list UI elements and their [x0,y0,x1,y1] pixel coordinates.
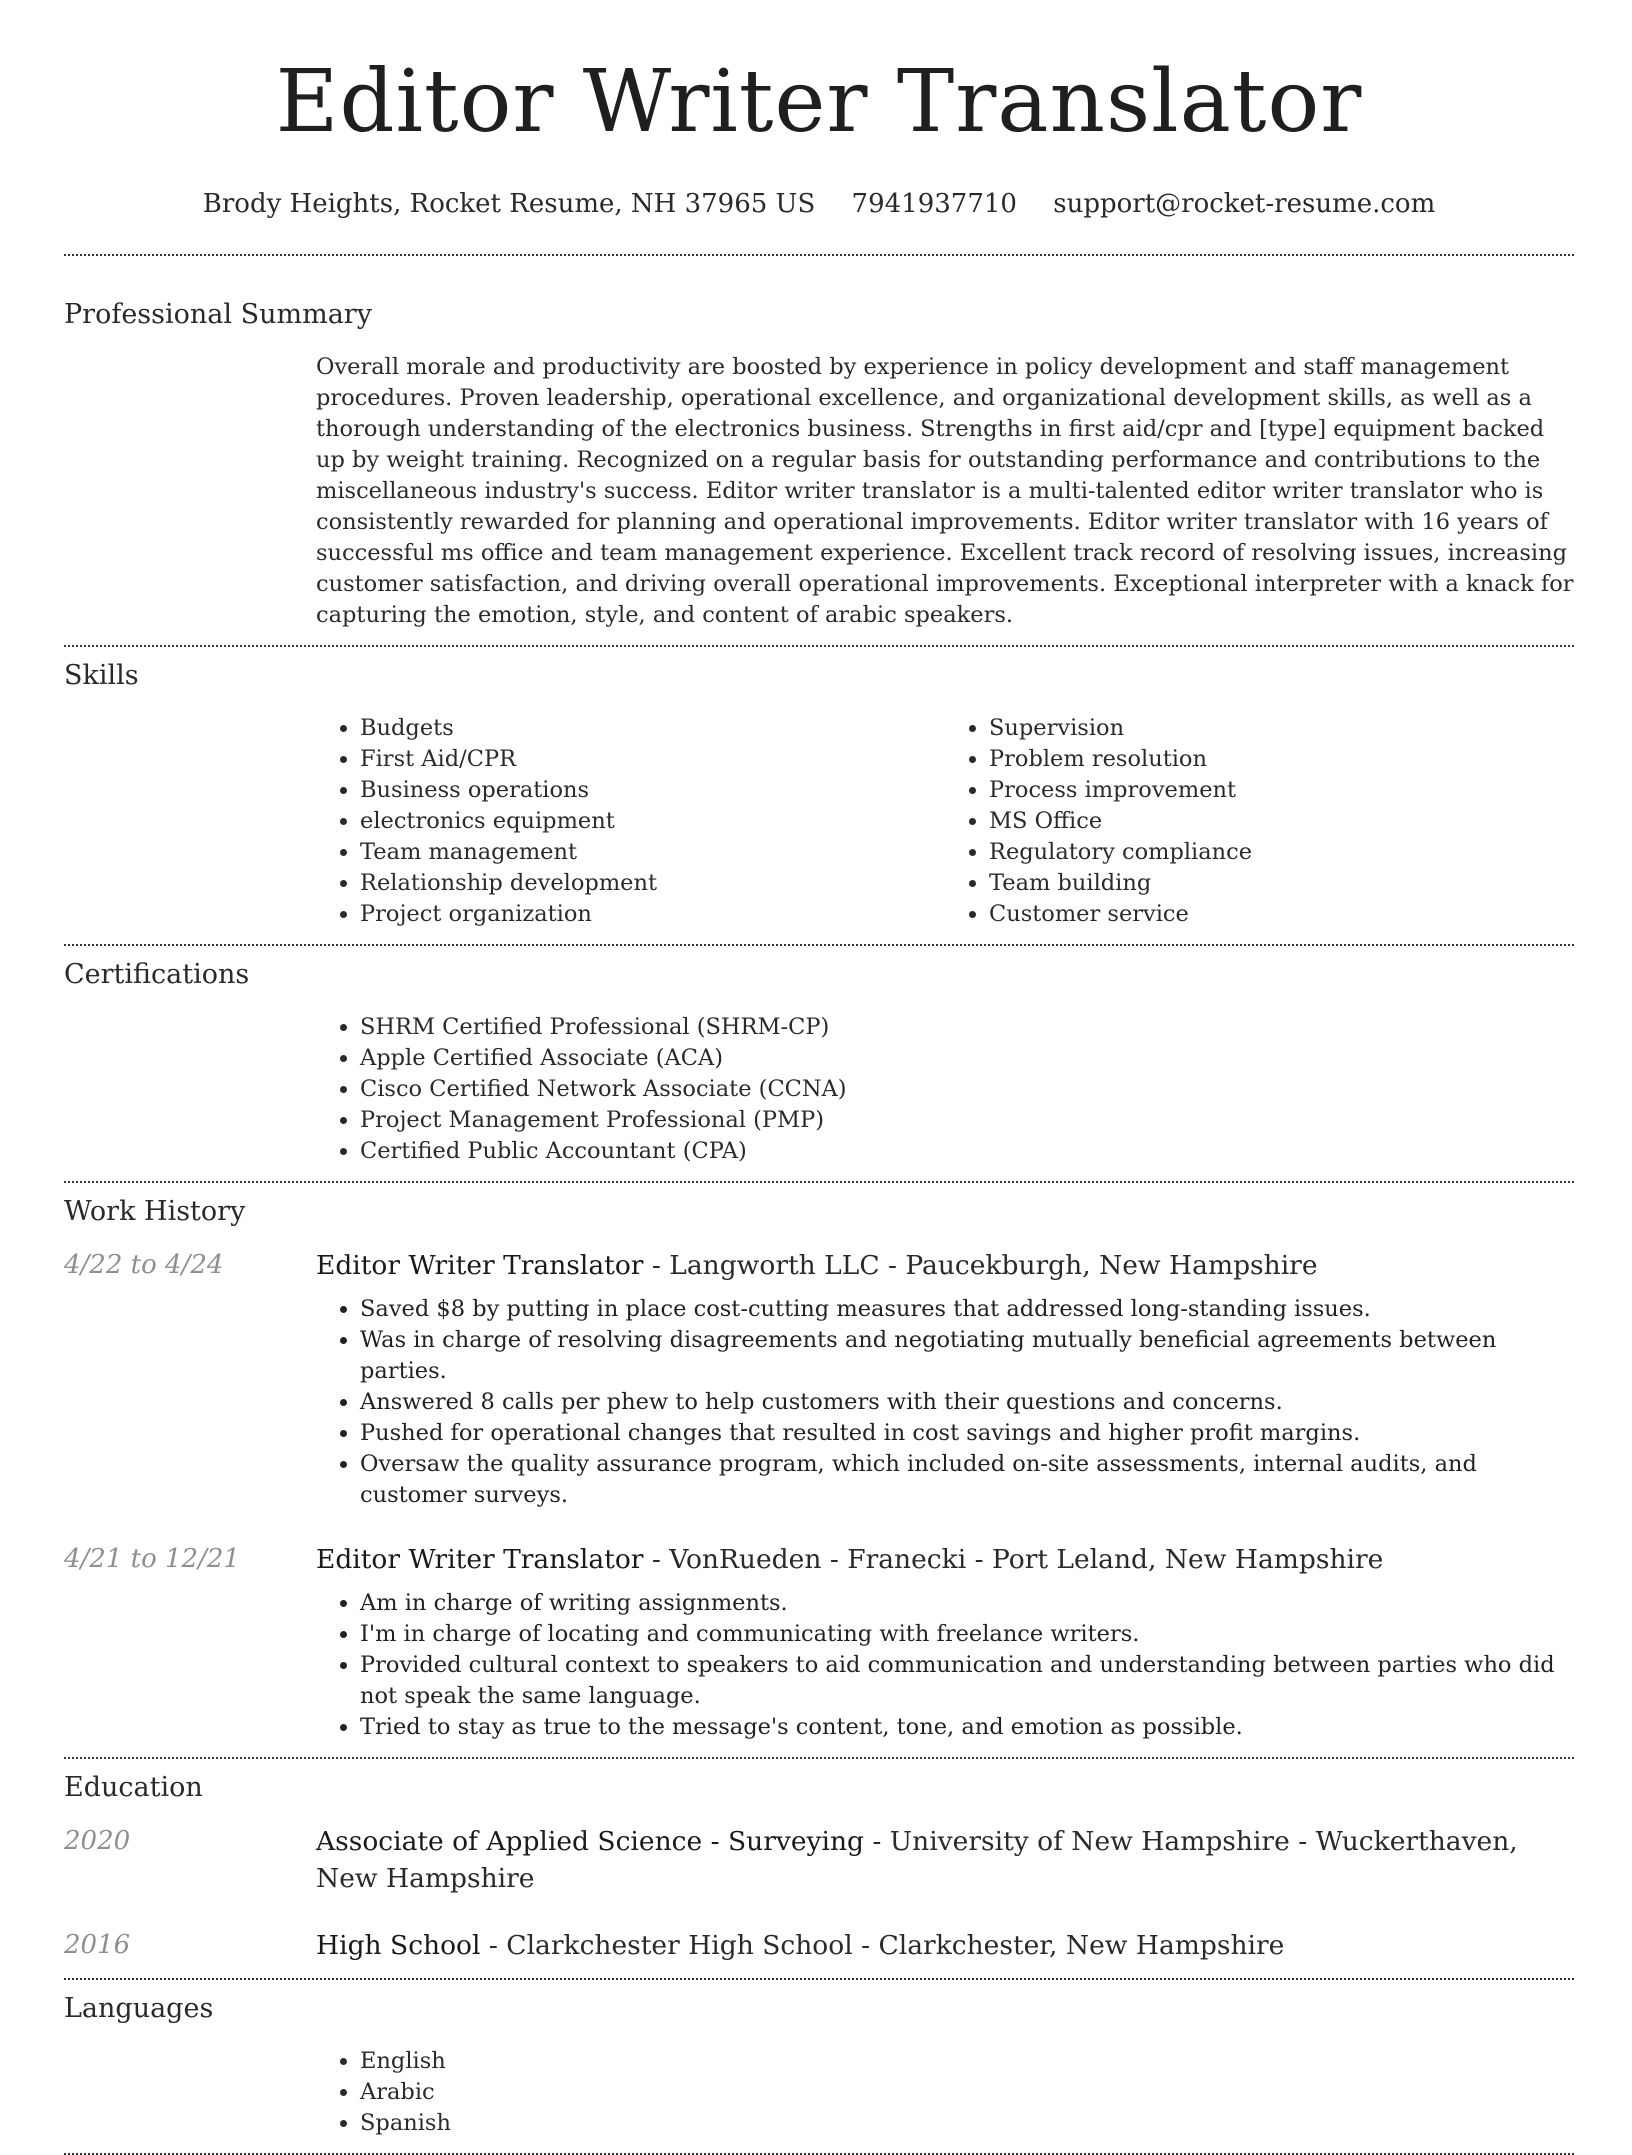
contact-phone: 7941937710 [851,189,1017,219]
section-title-skills: Skills [64,660,139,691]
list-item: • Saved $8 by putting in place cost-cutting measures that addressed long-standing issues. [360,1294,1574,1325]
list-item: • Business operations [360,775,945,806]
job-entry [64,1247,1574,1511]
contact-address: Brody Heights, Rocket Resume, NH 37965 US [202,189,816,219]
section-title-work: Work History [64,1196,246,1227]
job-dates: 4/21 to 12/21 [64,1544,240,1574]
list-item: • Answered 8 calls per phew to help customers with their questions and concerns. [360,1387,1574,1418]
skills-list-right [945,713,1574,930]
certifications-list [316,1012,1574,1167]
education-heading [316,1927,1574,1964]
job-body [316,1541,1574,1743]
list-item: • Arabic [360,2077,1574,2108]
job-entry [64,1541,1574,1757]
section-title-languages: Languages [64,1993,214,2024]
list-item: • Customer service [989,899,1574,930]
list-item: • Provided cultural context to speakers to aid communication and understanding between parties who did not speak the same language. [360,1650,1574,1712]
languages-list [316,2046,1574,2139]
skills-columns [316,713,1574,944]
list-item: • Pushed for operational changes that resulted in cost savings and higher profit margins. [360,1418,1574,1449]
list-item: • electronics equipment [360,806,945,837]
list-item: • Was in charge of resolving disagreements and negotiating mutually beneficial agreements between parties. [360,1325,1574,1387]
resume-title: Editor Writer Translator [275,52,1363,152]
list-item: • Am in charge of writing assignments. [360,1588,1574,1619]
list-item: • Team building [989,868,1574,899]
list-item: • Project organization [360,899,945,930]
list-item: • Problem resolution [989,744,1574,775]
list-item: • First Aid/CPR [360,744,945,775]
list-item: • Project Management Professional (PMP) [360,1105,1574,1136]
contact-line [64,188,1574,220]
list-item: • Cisco Certified Network Associate (CCNA) [360,1074,1574,1105]
list-item: • Apple Certified Associate (ACA) [360,1043,1574,1074]
section-certifications [64,946,1574,1181]
list-item: • Oversaw the quality assurance program, which included on-site assessments, internal audits, and customer surveys. [360,1449,1574,1511]
list-item: • Process improvement [989,775,1574,806]
job-bullets [316,1294,1574,1511]
education-entry [64,1927,1574,1978]
education-year: 2020 [64,1826,131,1856]
list-item: • Supervision [989,713,1574,744]
list-item: • English [360,2046,1574,2077]
job-body [316,1247,1574,1511]
job-heading [316,1247,1574,1284]
languages-content [316,2046,1574,2153]
section-title-certifications: Certifications [64,959,250,990]
skills-list-left [316,713,945,930]
job-details: - VonRueden - Franecki - Port Leland, New Hampshire [643,1544,1384,1575]
job-heading [316,1541,1574,1578]
education-entry [64,1823,1574,1897]
job-details: - Langworth LLC - Paucekburgh, New Hampshire [643,1250,1318,1281]
education-heading [316,1823,1574,1897]
list-item: • Relationship development [360,868,945,899]
job-dates: 4/22 to 4/24 [64,1250,224,1280]
contact-email: support@rocket-resume.com [1053,189,1436,219]
list-item: • Certified Public Accountant (CPA) [360,1136,1574,1167]
section-work-history [64,1183,1574,1757]
summary-text: Overall morale and productivity are boosted by experience in policy development and staff management procedures. Proven leadership, operational excellence, and organizational development skills, as well as a thorough understanding of the electronics business. Strengths in first aid/cpr and [type] equipment backed up by weight training. Recognized on a regular basis for outstanding performance and contributions to the miscellaneous industry's success. Editor writer translator is a multi-talented editor writer translator who is consistently rewarded for planning and operational improvements. Editor writer translator with 16 years of successful ms office and team management experience. Excellent track record of resolving issues, increasing customer satisfaction, and driving overall operational improvements. Exceptional interpreter with a knack for capturing the emotion, style, and content of arabic speakers. [316,354,1574,628]
list-item: • Spanish [360,2108,1574,2139]
education-details: - Clarkchester High School - Clarkchester, New Hampshire [480,1930,1285,1961]
section-skills [64,647,1574,944]
education-details: - University of New Hampshire - Wuckerthaven, New Hampshire [316,1826,1518,1894]
section-languages [64,1980,1574,2153]
list-item: • Team management [360,837,945,868]
section-title-education: Education [64,1772,203,1803]
list-item: • Tried to stay as true to the message's content, tone, and emotion as possible. [360,1712,1574,1743]
education-degree: High School [316,1930,481,1961]
section-summary [64,256,1574,645]
resume-page [64,0,1574,2155]
list-item: • Regulatory compliance [989,837,1574,868]
section-education [64,1759,1574,1978]
section-title-summary: Professional Summary [64,299,372,330]
education-degree: Associate of Applied Science - Surveying [316,1826,864,1857]
list-item: • Budgets [360,713,945,744]
education-year: 2016 [64,1930,131,1960]
job-role: Editor Writer Translator [316,1544,644,1575]
list-item: • I'm in charge of locating and communicating with freelance writers. [360,1619,1574,1650]
list-item: • SHRM Certified Professional (SHRM-CP) [360,1012,1574,1043]
certifications-content [316,1012,1574,1181]
list-item: • MS Office [989,806,1574,837]
job-role: Editor Writer Translator [316,1250,644,1281]
job-bullets [316,1588,1574,1743]
